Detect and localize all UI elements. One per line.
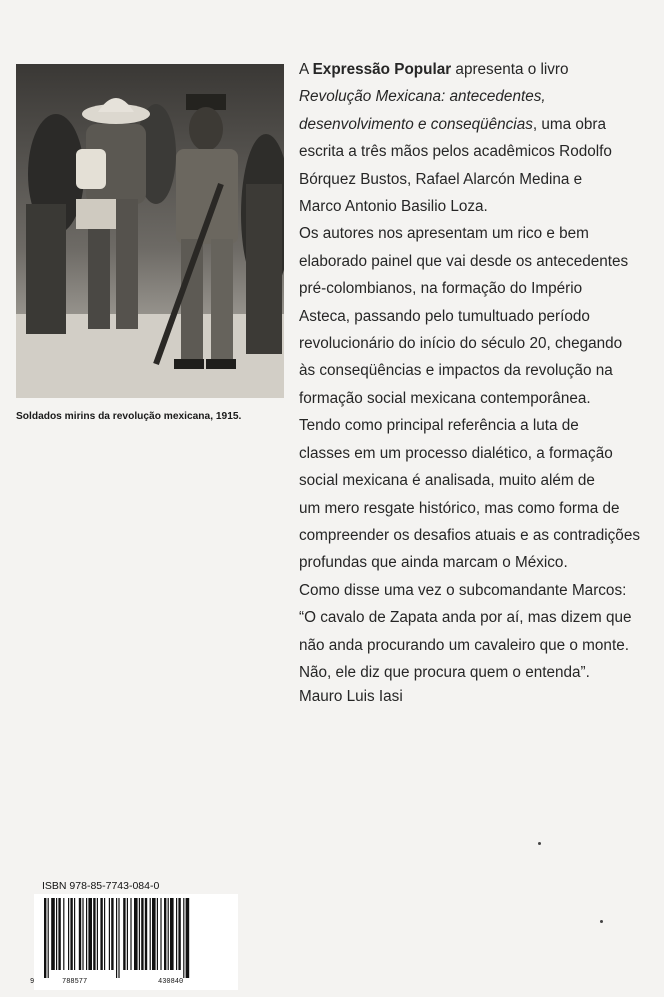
blurb-line: elaborado painel que vai desde os antecedentes: [299, 252, 629, 270]
barcode-bar: [150, 898, 151, 970]
barcode-bar: [118, 898, 119, 978]
barcode-bar: [51, 898, 55, 970]
barcode-bar: [141, 898, 143, 970]
back-cover-blurb: [299, 56, 661, 686]
barcode-bar: [164, 898, 166, 970]
cover-photo: [16, 64, 284, 398]
quote-line: Não, ele diz que procura quem o entenda”.: [299, 663, 590, 681]
barcode-bar: [104, 898, 105, 970]
blurb-line: compreender os desafios atuais e as contradições: [299, 526, 640, 544]
blurb-line: um mero resgate histórico, mas como forma de: [299, 499, 620, 517]
blurb-line: Como disse uma vez o subcomandante Marcos:: [299, 581, 627, 599]
barcode-bar: [74, 898, 75, 970]
blurb-line: Tendo como principal referência a luta de: [299, 417, 579, 435]
blurb-line: social mexicana é analisada, muito além de: [299, 472, 595, 490]
barcode-bar: [111, 898, 113, 970]
barcode-bar: [63, 898, 64, 970]
barcode-bar: [93, 898, 95, 970]
barcode-bar: [170, 898, 174, 970]
blurb-line: Bórquez Bustos, Rafael Alarcón Medina e: [299, 170, 583, 188]
barcode-bar: [70, 898, 72, 970]
barcode-bar: [68, 898, 69, 970]
barcode-bar: [183, 898, 184, 978]
barcode-bar: [44, 898, 46, 978]
barcode-bar: [134, 898, 138, 970]
barcode-bar: [145, 898, 147, 970]
blurb-line: às conseqüências e impactos da revolução na: [299, 362, 613, 380]
blurb-line: Asteca, passando pelo tumultuado período: [299, 307, 590, 325]
blurb-line: formação social mexicana contemporânea.: [299, 389, 591, 407]
barcode-bars: [34, 894, 238, 978]
blurb-line: escrita a três mãos pelos acadêmicos Rodolfo: [299, 143, 612, 161]
barcode-bar: [82, 898, 83, 970]
barcode-bar: [116, 898, 117, 978]
barcode-bar: [178, 898, 180, 970]
quote-line: “O cavalo de Zapata anda por aí, mas dizem que: [299, 609, 632, 627]
barcode-bar: [58, 898, 60, 970]
barcode-bar: [109, 898, 110, 970]
paper-speck: [600, 920, 603, 923]
barcode-bar: [88, 898, 92, 970]
barcode-digit-first: 9: [30, 978, 35, 986]
blurb-line: classes em um processo dialético, a formação: [299, 444, 613, 462]
author-signature: Mauro Luis Iasi: [299, 688, 403, 705]
barcode-bar: [176, 898, 177, 970]
barcode-bar: [56, 898, 57, 970]
blurb-line: revolucionário do início do século 20, chegando: [299, 335, 623, 353]
paper-speck: [538, 842, 541, 845]
isbn-label: ISBN 978-85-7743-084-0: [42, 880, 160, 892]
barcode-bar: [100, 898, 102, 970]
photo-caption: Soldados mirins da revolução mexicana, 1915.: [16, 411, 242, 422]
barcode-bar: [123, 898, 125, 970]
blurb-line: Marco Antonio Basilio Loza.: [299, 198, 488, 216]
barcode-bar: [157, 898, 158, 970]
blurb-line: Os autores nos apresentam um rico e bem: [299, 225, 589, 243]
barcode-bar: [186, 898, 190, 978]
barcode-bar: [130, 898, 131, 970]
barcode-digits-right: 430840: [158, 978, 184, 986]
blurb-line: pré-colombianos, na formação do Império: [299, 280, 583, 298]
blurb-line: profundas que ainda marcam o México.: [299, 554, 568, 572]
soldiers-photo-image: [16, 64, 284, 398]
book-title-line-2: desenvolvimento e conseqüências, uma obra: [299, 115, 606, 133]
quote-line: não anda procurando um cavaleiro que o monte.: [299, 636, 629, 654]
barcode: [34, 894, 238, 990]
barcode-bar: [48, 898, 49, 978]
barcode-bar: [86, 898, 87, 970]
barcode-bar: [168, 898, 169, 970]
barcode-bar: [97, 898, 98, 970]
barcode-digits-left: 788577: [62, 978, 88, 986]
publisher-name: Expressão Popular: [312, 61, 452, 78]
book-title-line-1: Revolução Mexicana: antecedentes,: [299, 88, 546, 106]
barcode-bar: [139, 898, 140, 970]
barcode-bar: [160, 898, 161, 970]
blurb-line: A Expressão Popular apresenta o livro: [299, 61, 569, 78]
barcode-bar: [127, 898, 128, 970]
barcode-bar: [79, 898, 81, 970]
barcode-bar: [152, 898, 156, 970]
